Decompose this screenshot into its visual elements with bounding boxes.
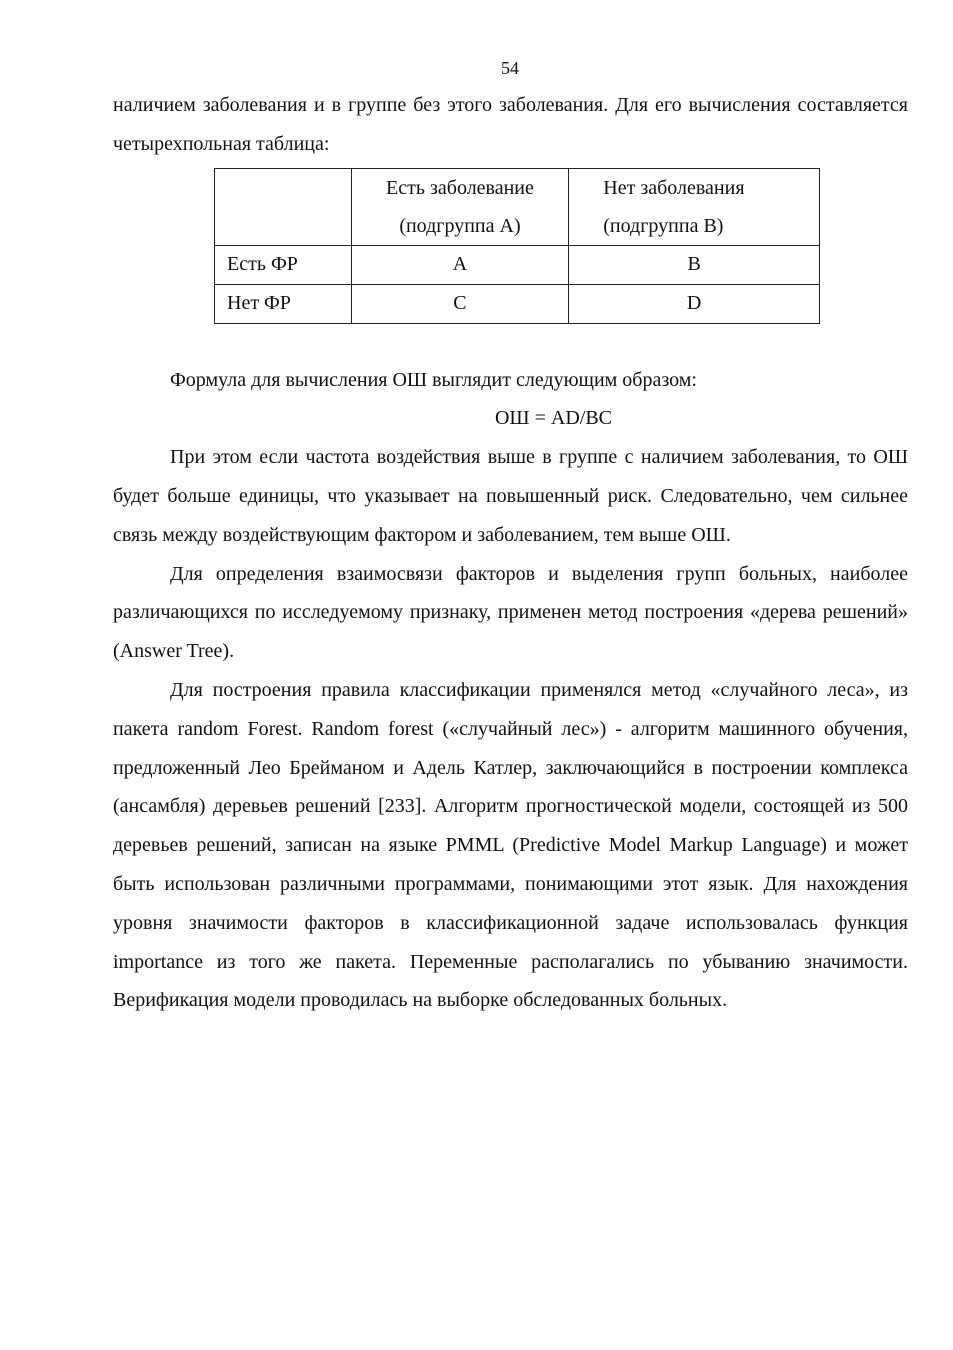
- header-a-line-1: Есть заболевание: [386, 176, 534, 199]
- formula: ОШ = AD/BC: [494, 407, 613, 430]
- formula-intro: Формула для вычисления ОШ выглядит следующим образом:: [170, 368, 697, 391]
- row-label: Нет ФР: [215, 284, 352, 323]
- table-row: [215, 284, 820, 323]
- page-content: [113, 86, 908, 1020]
- page-number: 54: [501, 58, 519, 78]
- table-corner-cell: [215, 168, 352, 245]
- cell-d: D: [569, 284, 820, 323]
- header-b-line-1: Нет заболевания: [603, 176, 745, 199]
- paragraph-decision-tree: Для определения взаимосвязи факторов и выделения групп больных, наиболее различающихся по исследуемому признаку, применен метод построения «дерева решений» (Answer Tree).: [113, 562, 908, 663]
- table-header-col-b: [569, 168, 820, 245]
- cell-a: A: [351, 245, 569, 284]
- cell-b: B: [569, 245, 820, 284]
- fourfold-table: [214, 168, 820, 324]
- paragraph-intro: наличием заболевания и в группе без этого заболевания. Для его вычисления составляется четырехпольная таблица:: [113, 94, 908, 155]
- table-header-row: [215, 168, 820, 245]
- table-header-col-a: [351, 168, 569, 245]
- cell-c: C: [351, 284, 569, 323]
- paragraph-random-forest: Для построения правила классификации применялся метод «случайного леса», из пакета random Forest. Random forest («случайный лес») - алгоритм машинного обучения, предложенный Лео Брейманом и Адель Катлер, заключающийся в построении комплекса (ансамбля) деревьев решений [233]. Алгоритм прогностической модели, состоящей из 500 деревьев решений, записан на языке PMML (Predictive Model Markup Language) и может быть использован различными программами, понимающими этот язык. Для нахождения уровня значимости факторов в классификационной задаче использовалась функция importance из того же пакета. Переменные располагались по убыванию значимости. Верификация модели проводилась на выборке обследованных больных.: [113, 678, 908, 1012]
- table-row: [215, 245, 820, 284]
- header-b-line-2: (подгруппа В): [603, 214, 724, 237]
- row-label: Есть ФР: [215, 245, 352, 284]
- paragraph-risk: При этом если частота воздействия выше в группе с наличием заболевания, то ОШ будет больше единицы, что указывает на повышенный риск. Следовательно, чем сильнее связь между воздействующим фактором и заболеванием, тем выше ОШ.: [113, 446, 908, 546]
- header-a-line-2: (подгруппа А): [399, 214, 521, 237]
